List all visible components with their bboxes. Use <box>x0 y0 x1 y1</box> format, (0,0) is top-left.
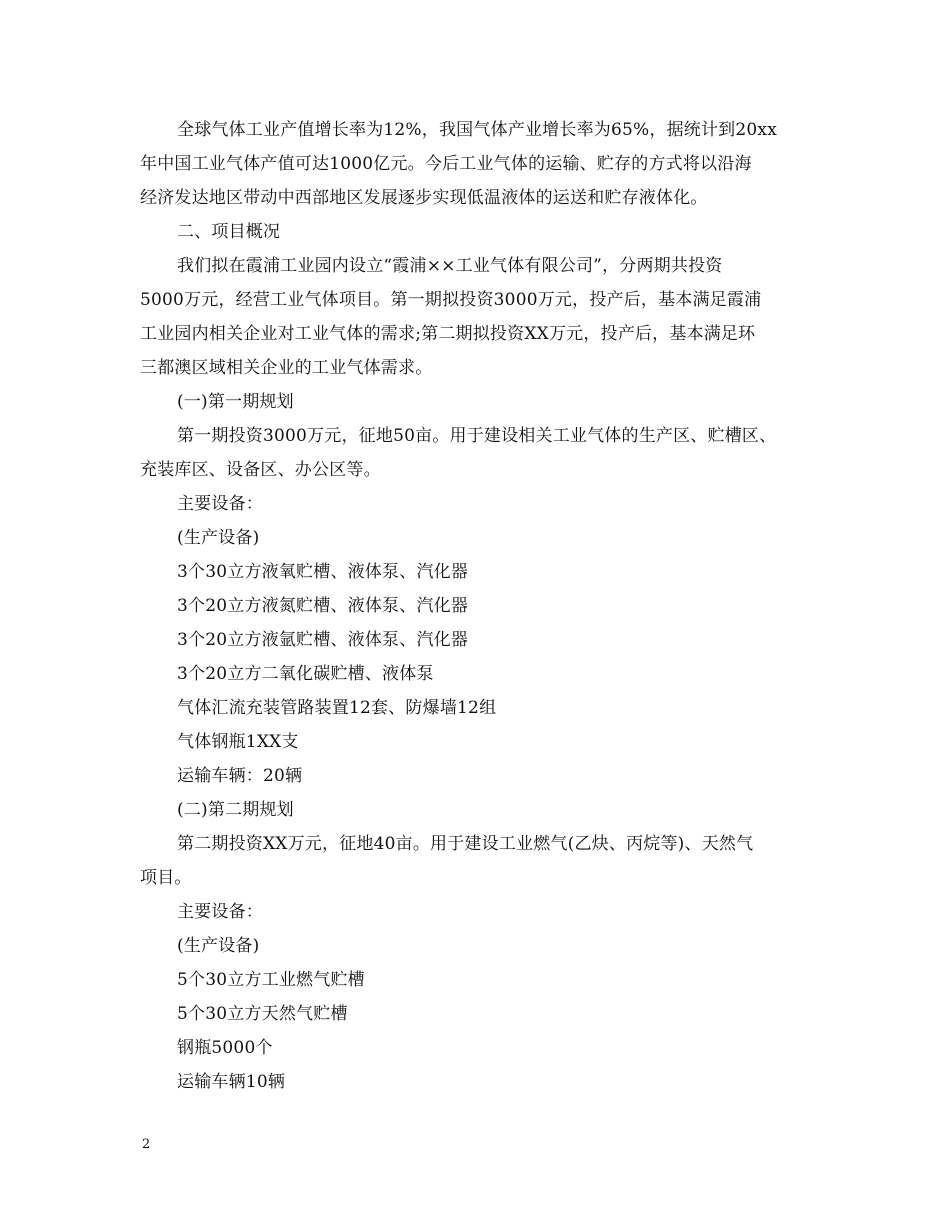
text-line: 钢瓶5000个 <box>177 1038 273 1058</box>
text-line: 气体汇流充装管路装置12套、防爆墙12组 <box>177 698 497 718</box>
text-line: 充装库区、设备区、办公区等。 <box>140 460 381 480</box>
text-line: 3个20立方液氮贮槽、液体泵、汽化器 <box>177 596 469 616</box>
text-line: 3个20立方液氩贮槽、液体泵、汽化器 <box>177 630 469 650</box>
text-line: 主要设备： <box>177 902 263 922</box>
text-line: (生产设备) <box>177 528 260 548</box>
text-line: (一)第一期规划 <box>177 392 294 412</box>
text-line: 5000万元，经营工业气体项目。第一期拟投资3000万元，投产后，基本满足霞浦 <box>140 290 762 310</box>
text-line: 主要设备： <box>177 494 263 514</box>
text-line: (二)第二期规划 <box>177 800 294 820</box>
text-line: 年中国工业气体产值可达1000亿元。今后工业气体的运输、贮存的方式将以沿海 <box>140 154 752 174</box>
text-line: 第二期投资XX万元，征地40亩。用于建设工业燃气(乙炔、丙烷等)、天然气 <box>177 834 754 854</box>
text-line: 3个20立方二氧化碳贮槽、液体泵 <box>177 664 434 684</box>
text-line: 全球气体工业产值增长率为12%，我国气体产业增长率为65%，据统计到20xx <box>177 120 777 140</box>
text-line: 5个30立方工业燃气贮槽 <box>177 970 365 990</box>
text-line: 运输车辆10辆 <box>177 1072 286 1092</box>
text-line: 5个30立方天然气贮槽 <box>177 1004 348 1024</box>
text-line: 第一期投资3000万元，征地50亩。用于建设相关工业气体的生产区、贮槽区、 <box>177 426 777 446</box>
text-line: 三都澳区域相关企业的工业气体需求。 <box>140 358 433 378</box>
text-line: 我们拟在霞浦工业园内设立“霞浦××工业气体有限公司”，分两期共投资 <box>177 256 723 276</box>
text-line: 工业园内相关企业对工业气体的需求;第二期拟投资XX万元，投产后，基本满足环 <box>140 324 756 344</box>
page-number: 2 <box>142 1137 151 1152</box>
text-line: 气体钢瓶1XX支 <box>177 732 299 752</box>
text-line: 经济发达地区带动中西部地区发展逐步实现低温液体的运送和贮存液体化。 <box>140 188 708 208</box>
text-line: (生产设备) <box>177 936 260 956</box>
document-body <box>140 113 820 1099</box>
text-line: 运输车辆：20辆 <box>177 766 303 786</box>
text-line: 3个30立方液氧贮槽、液体泵、汽化器 <box>177 562 469 582</box>
text-line: 二、项目概况 <box>177 222 281 242</box>
text-line: 项目。 <box>140 868 192 888</box>
